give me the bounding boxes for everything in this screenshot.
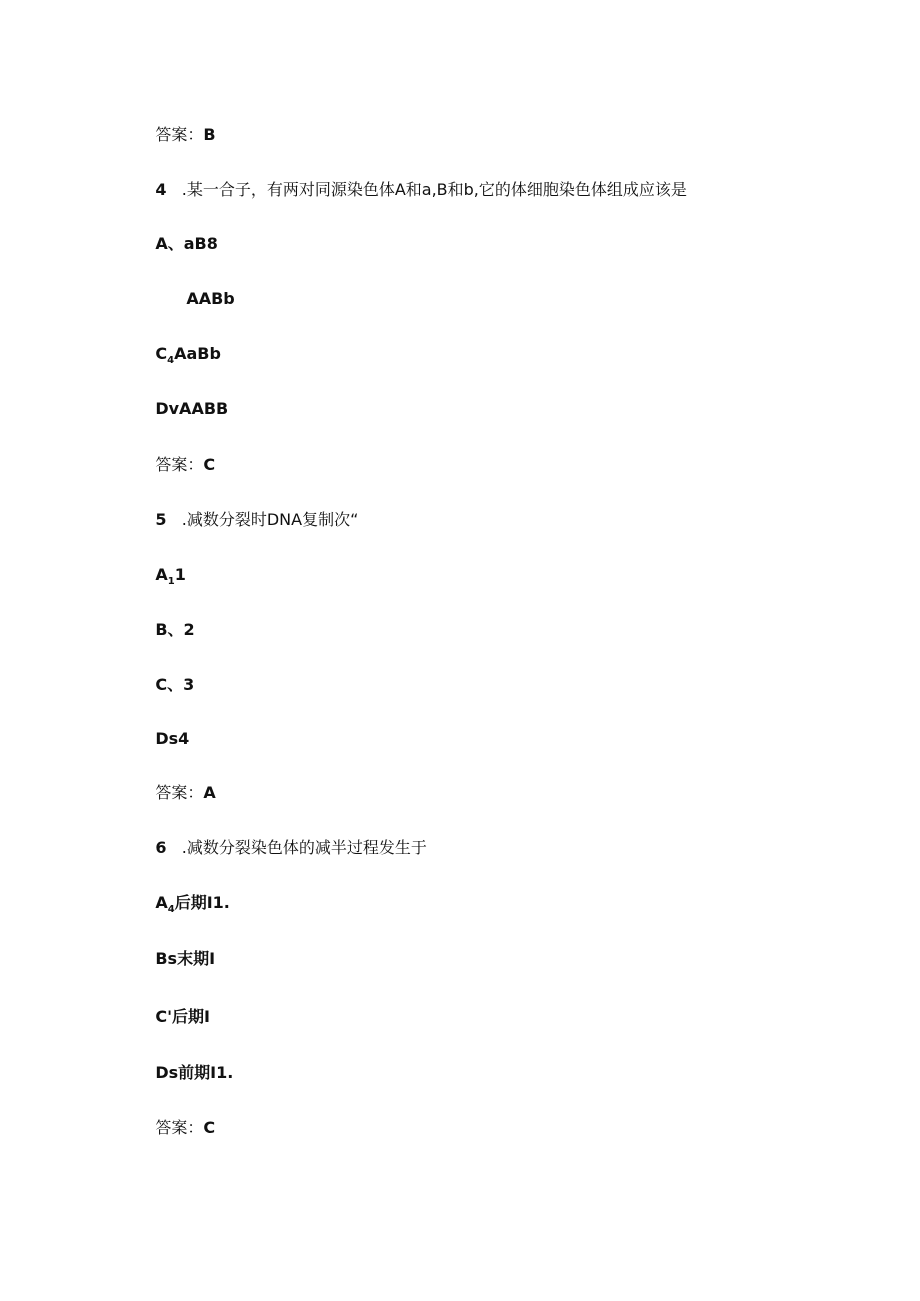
question-number: 6 [155,838,167,857]
option-letter: C [155,344,168,363]
option-text: Bs末期I [155,949,216,968]
option-6b [135,926,215,992]
answer-value: A [203,783,216,802]
question-text: .某一合子，有两对同源染色体A和a,B和b,它的体细胞染色体组成应该是 [181,180,687,199]
option-text: Ds4 [155,729,190,748]
question-number: 5 [155,510,167,529]
answer-value: B [203,125,216,144]
answer-value: C [203,1118,216,1137]
option-text: A、aB8 [155,234,218,253]
answer-label: 答案： [155,783,204,802]
option-text: C'后期I [155,1007,210,1026]
option-text: Ds前期I1. [155,1063,234,1082]
option-letter: A [155,565,168,584]
option-text: B、2 [155,620,195,639]
option-subscript: 4 [167,904,175,915]
answer-label: 答案： [155,455,204,474]
question-text: .减数分裂染色体的减半过程发生于 [181,838,427,857]
answer-6 [135,1095,215,1161]
option-text: AABb [186,289,235,308]
option-text: AaBb [174,344,221,363]
option-text: C、3 [155,675,195,694]
answer-label: 答案： [155,1118,204,1137]
option-text: 后期I1. [174,893,230,912]
question-number: 4 [155,180,167,199]
question-text: .减数分裂时DNA复制次“ [181,510,359,529]
answer-label: 答案： [155,125,204,144]
option-text: DvAABB [155,399,229,418]
option-text: 1 [174,565,186,584]
option-letter: A [155,893,168,912]
option-subscript: 1 [167,576,175,587]
option-subscript: 4 [167,355,175,366]
answer-value: C [203,455,216,474]
